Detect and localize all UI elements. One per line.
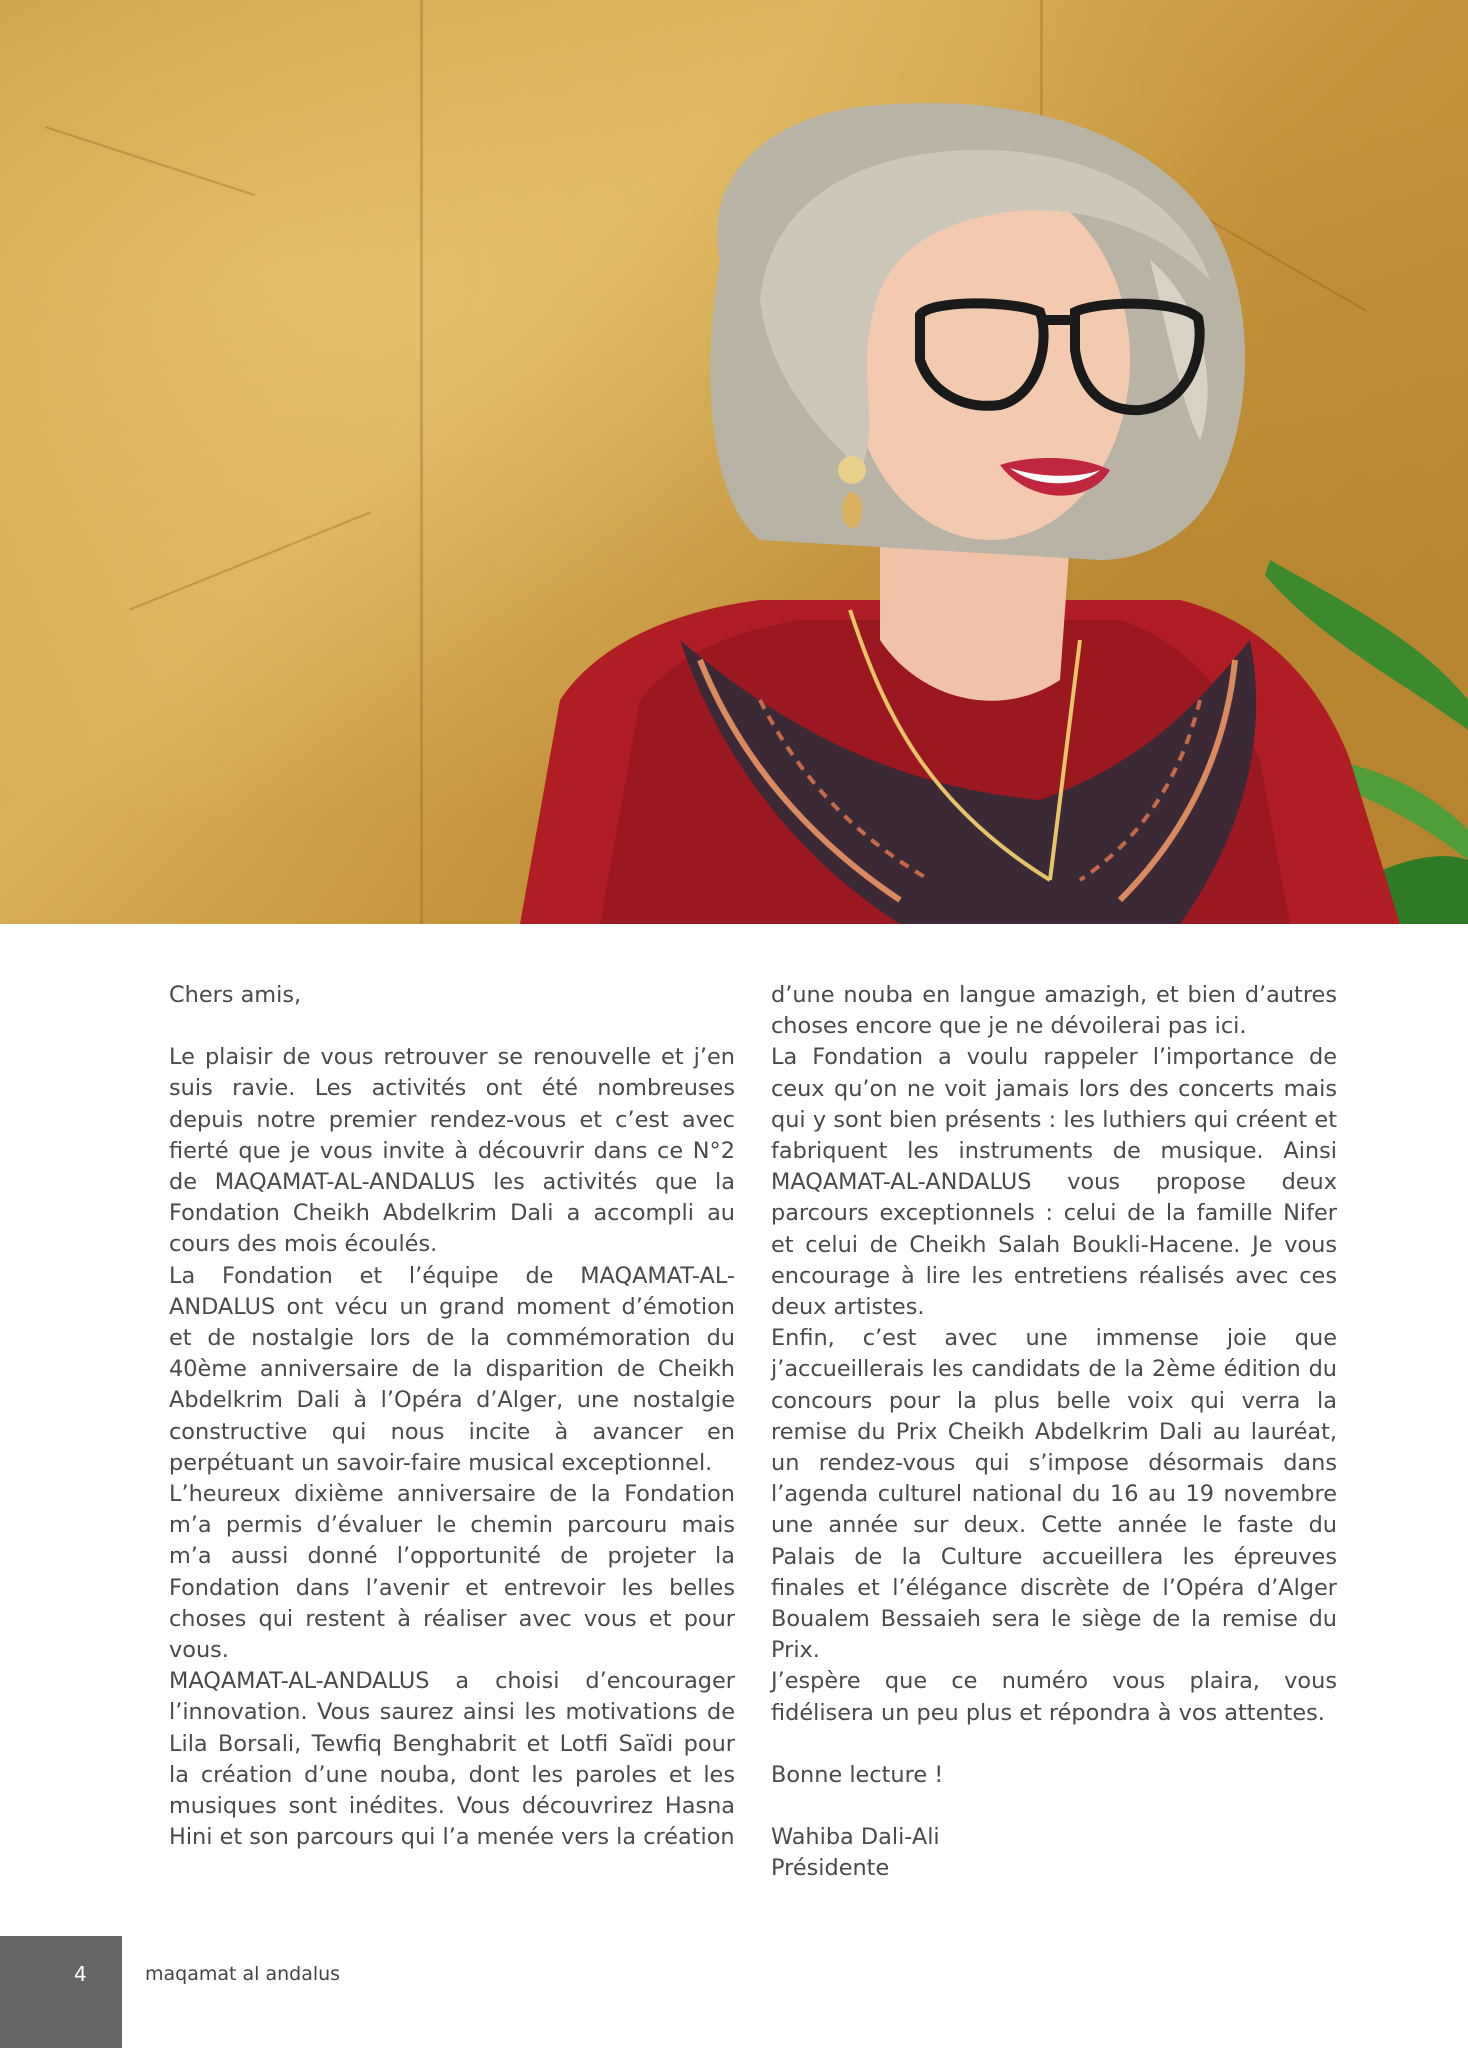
magazine-name: maqamat al andalus [145, 1963, 341, 1985]
body-paragraph: La Fondation et l’équipe de MAQAMAT-AL-ANDALUS ont vécu un grand moment d’émotion et de nostalgie lors de la commémoration du 40ème anniversaire de la disparition de Cheikh Abdelkrim Dali à l’Opéra d’Alger, une nostalgie constructive qui nous incite à avancer en perpétuant un savoir-faire musical exceptionnel. [169, 1262, 735, 1476]
paragraph-spacer [771, 1791, 1337, 1822]
body-paragraph: J’espère que ce numéro vous plaira, vous fidélisera un peu plus et répondra à vos attentes. [771, 1668, 1337, 1726]
paragraph-spacer [771, 1729, 1337, 1760]
article-column-left [169, 980, 735, 1853]
woman-portrait [0, 0, 1468, 924]
body-paragraph: MAQAMAT-AL-ANDALUS a choisi d’encourager l’innovation. Vous saurez ainsi les motivations de Lila Borsali, Tewfiq Benghabrit et Lotfi Saïdi pour la création d’une nouba, dont les paroles et les musiques sont inédites. Vous découvrirez Hasna Hini et son parcours qui l’a menée vers la création [169, 1668, 735, 1851]
salutation: Chers amis, [169, 982, 302, 1008]
body-paragraph: Enfin, c’est avec une immense joie que j’accueillerais les candidats de la 2ème édition du concours pour la plus belle voix qui verra la remise du Prix Cheikh Abdelkrim Dali au lauréat, un rendez-vous qui s’impose désormais dans l’agenda culturel national du 16 au 19 novembre une année sur deux. Cette année le faste du Palais de la Culture accueillera les épreuves finales et l’élégance discrète de l’Opéra d’Alger Boualem Bessaieh sera le siège de la remise du Prix. [771, 1325, 1337, 1664]
body-paragraph: d’une nouba en langue amazigh, et bien d’autres choses encore que je ne dévoilerai pas ici. [771, 982, 1337, 1040]
article-column-right [771, 980, 1337, 1884]
body-paragraph: La Fondation a voulu rappeler l’importance de ceux qu’on ne voit jamais lors des concerts mais qui y sont bien présents : les luthiers qui créent et fabriquent les instruments de musique. Ainsi MAQAMAT-AL-ANDALUS vous propose deux parcours exceptionnels : celui de la famille Nifer et celui de Cheikh Salah Boukli-Hacene. Je vous encourage à lire les entretiens réalisés avec ces deux artistes. [771, 1044, 1337, 1321]
body-paragraph: L’heureux dixième anniversaire de la Fondation m’a permis d’évaluer le chemin parcouru mais m’a aussi donné l’opportunité de projeter la Fondation dans l’avenir et entrevoir les belles choses qui restent à réaliser avec vous et pour vous. [169, 1481, 735, 1664]
signature-title: Présidente [771, 1855, 890, 1882]
signature-name: Wahiba Dali-Ali [771, 1824, 940, 1851]
page-number-box [0, 1936, 122, 2048]
portrait-photo [0, 0, 1468, 924]
paragraph-spacer [169, 1011, 735, 1042]
page-number: 4 [74, 1962, 87, 1986]
closing-line: Bonne lecture ! [771, 1761, 944, 1788]
body-paragraph: Le plaisir de vous retrouver se renouvelle et j’en suis ravie. Les activités ont été nombreuses depuis notre premier rendez-vous et c’est avec fierté que je vous invite à découvrir dans ce N°2 de MAQAMAT-AL-ANDALUS les activités que la Fondation Cheikh Abdelkrim Dali a accompli au cours des mois écoulés. [169, 1044, 735, 1258]
